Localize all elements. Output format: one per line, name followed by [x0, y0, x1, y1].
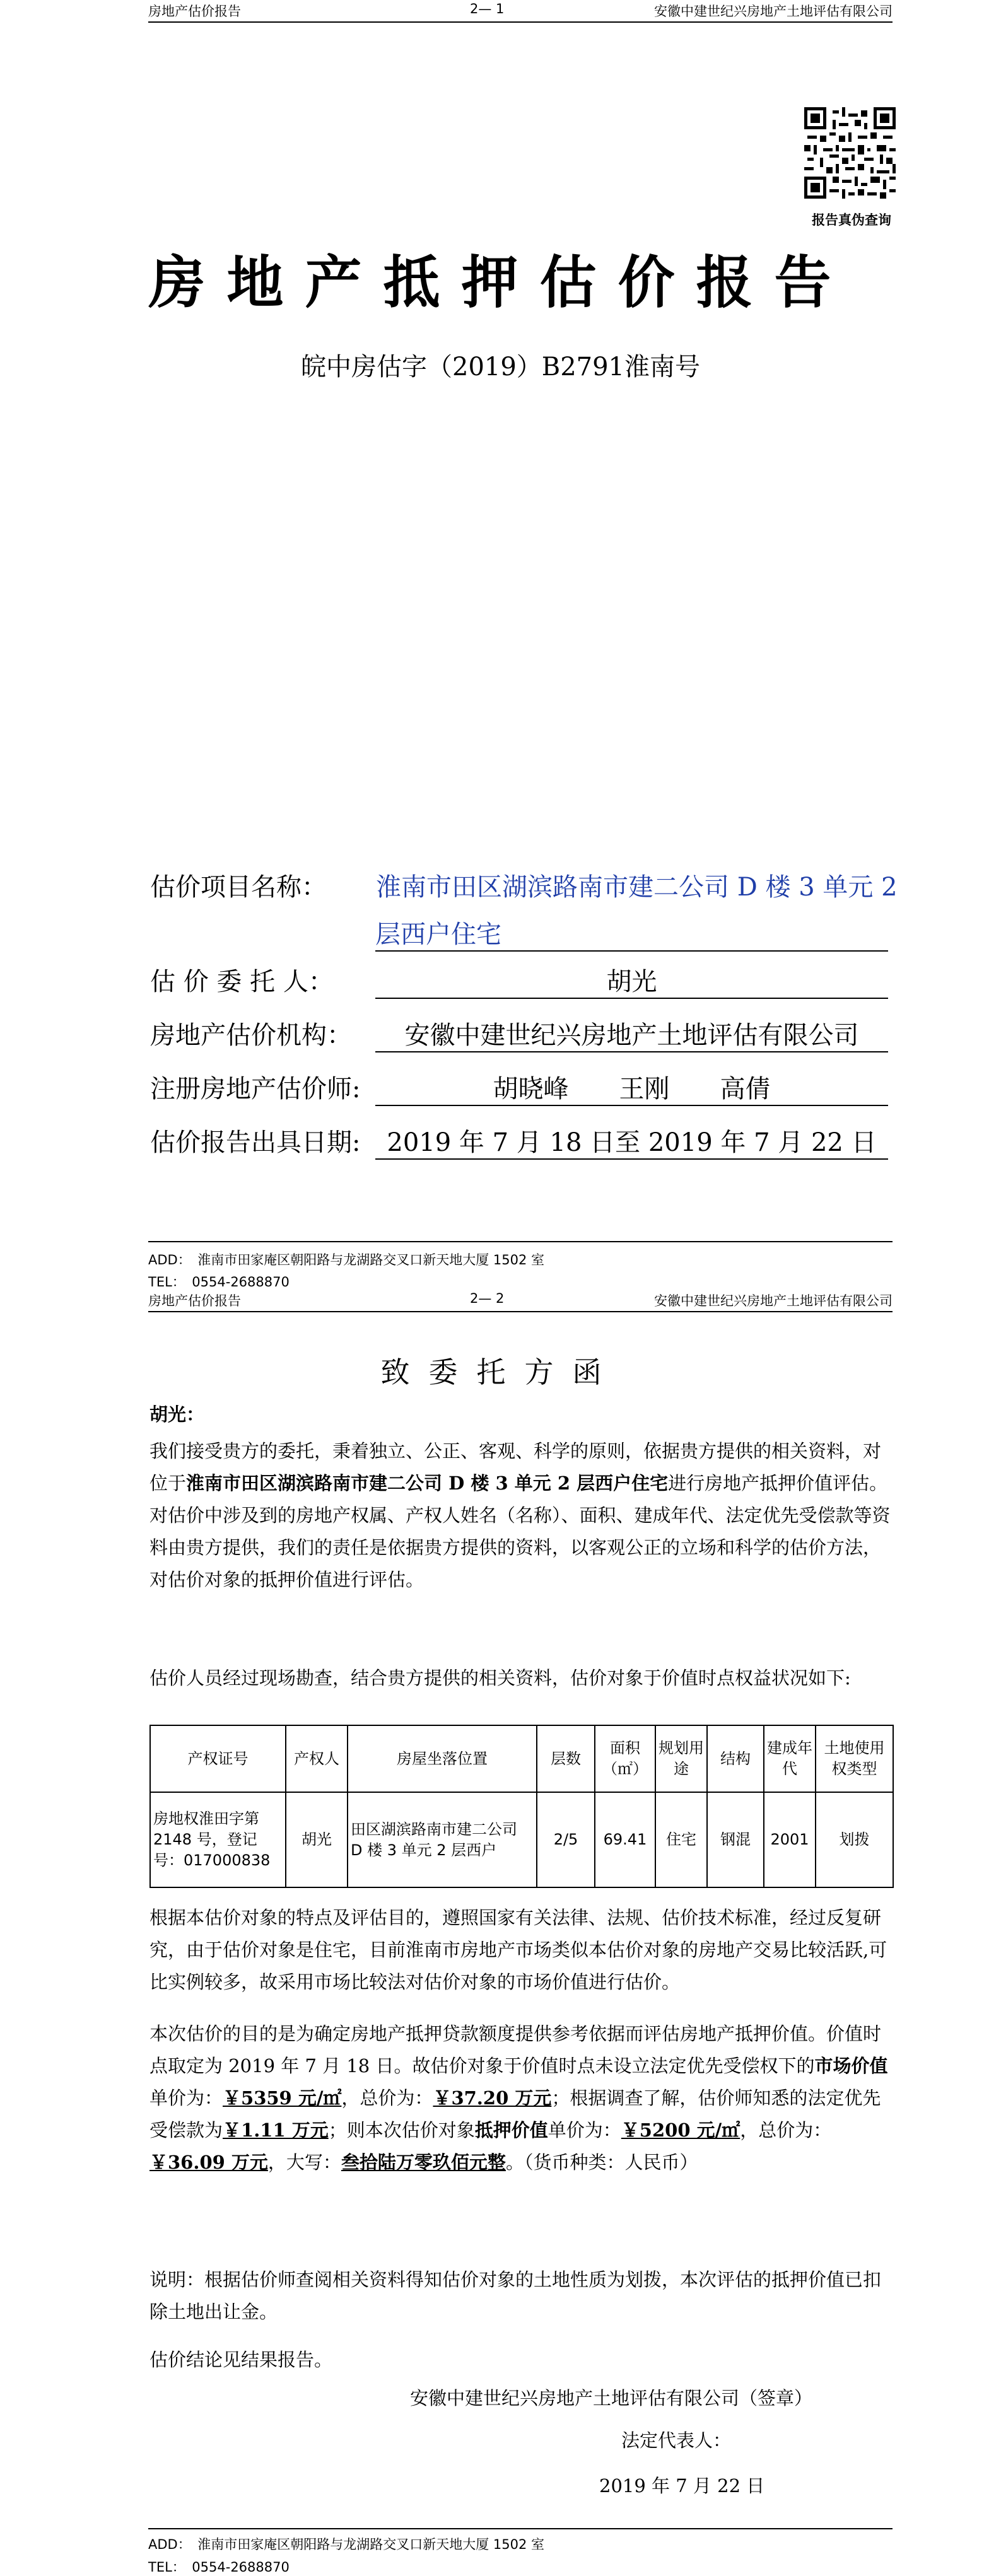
- header-left: 房地产估价报告: [148, 1293, 241, 1308]
- table-cell: 田区湖滨路南市建二公司 D 楼 3 单元 2 层西户: [348, 1792, 537, 1887]
- appraisers-label: 注册房地产估价师:: [150, 1075, 361, 1104]
- p4-text: 单价为：: [547, 2119, 621, 2141]
- header-left: 房地产估价报告: [148, 4, 241, 19]
- signature-company: 安徽中建世纪兴房地产土地评估有限公司（签章）: [410, 2387, 813, 2409]
- p4-text: 本次估价的目的是为确定房地产抵押贷款额度提供参考依据而评估房地产抵押价值。价值时点取定为 2019 年 7 月 18 日。故估价对象于价值时点未设立法定优先受偿权下的: [149, 2023, 882, 2077]
- table-cell: 2001: [764, 1792, 816, 1887]
- p1-text-b: 进行房地产抵押价值评估。对估价中涉及到的房地产权属、产权人姓名（名称）、面积、建成年代、法定优先受偿款等资料由贵方提供，我们的责任是依据贵方提供的资料，以客观公正的立场和科学的估价方法，对估价对象的抵押价值进行评估。: [149, 1472, 891, 1590]
- report-date-label: 估价报告出具日期:: [150, 1128, 361, 1157]
- letter-salutation: [149, 1399, 894, 1431]
- table-cell: 69.41: [595, 1792, 655, 1887]
- p4-text: 。（货币种类：人民币）: [505, 2152, 698, 2173]
- footer-address: ADD： 淮南市田家庵区朝阳路与龙湖路交叉口新天地大厦 1502 室: [148, 2537, 544, 2552]
- table-cell: 划拨: [816, 1792, 893, 1887]
- footer-address: ADD： 淮南市田家庵区朝阳路与龙湖路交叉口新天地大厦 1502 室: [148, 1252, 544, 1268]
- header-right: 安徽中建世纪兴房地产土地评估有限公司: [654, 1293, 893, 1308]
- letter-paragraph-5: 说明：根据估价师查阅相关资料得知估价对象的土地性质为划拨，本次评估的抵押价值已扣除土地出让金。: [149, 2269, 882, 2322]
- client-value: 胡光: [375, 962, 888, 999]
- signature-date: 2019 年 7 月 22 日: [599, 2475, 765, 2497]
- header-page-number: 2— 1: [470, 1, 505, 16]
- p4-text: ，总价为：: [740, 2119, 832, 2141]
- letter-title: 致委托方函: [380, 1355, 621, 1389]
- client-label: 估 价 委 托 人：: [150, 967, 334, 996]
- footer-rule: [148, 1241, 893, 1242]
- page-footer: [148, 1241, 893, 1269]
- market-unit-price: ￥5359 元/㎡: [223, 2087, 342, 2109]
- page-footer-tel-2: [148, 2557, 893, 2576]
- property-table: [149, 1725, 894, 1888]
- table-cell: 2/5: [537, 1792, 595, 1887]
- table-header-cell: 层数: [537, 1725, 595, 1792]
- signature-legal-rep: 法定代表人：: [621, 2430, 732, 2451]
- letter-paragraph-3: 根据本估价对象的特点及评估目的，遵照国家有关法律、法规、估价技术标准，经过反复研究，由于估价对象是住宅，目前淮南市房地产市场类似本估价对象的房地产交易比较活跃,可比实例较多，故采用市场比较法对估价对象的市场价值进行估价。: [149, 1907, 887, 1993]
- header-page-number: 2— 2: [470, 1291, 505, 1306]
- p4-text: 单价为：: [149, 2087, 223, 2109]
- table-cell: 胡光: [286, 1792, 348, 1887]
- letter-paragraph-4: [149, 2018, 894, 2179]
- qr-caption: 报告真伪查询: [812, 213, 891, 228]
- letter-paragraph-1: [149, 1435, 894, 1596]
- p4-text: ，大写：: [267, 2152, 341, 2173]
- priority-claim-amount: ￥1.11 万元: [223, 2119, 329, 2141]
- project-name-label: 估价项目名称：: [150, 873, 327, 902]
- footer-rule: [148, 2528, 893, 2529]
- project-name-row: [150, 867, 907, 905]
- agency-row: [150, 1015, 907, 1053]
- table-header-cell: 建成年代: [764, 1725, 816, 1792]
- letter-paragraph-2: 估价人员经过现场勘查，结合贵方提供的相关资料，估价对象于价值时点权益状况如下:: [149, 1667, 851, 1689]
- report-date-row: [150, 1122, 907, 1160]
- report-date-value: 2019 年 7 月 18 日至 2019 年 7 月 22 日: [375, 1122, 888, 1160]
- running-header-2: [148, 1290, 893, 1312]
- p4-text: ；根据调查了解，估价师知悉的法定优先受偿款为: [149, 2087, 881, 2141]
- salutation-text: 胡光：: [149, 1404, 205, 1425]
- table-row: [150, 1792, 893, 1887]
- report-title: 房地产抵押估价报告: [148, 249, 853, 316]
- mortgage-unit-price: ￥5200 元/㎡: [621, 2119, 741, 2141]
- qr-code-icon[interactable]: [804, 107, 896, 199]
- project-name-value-line1: 淮南市田区湖滨路南市建二公司 D 楼 3 单元 2: [376, 873, 898, 902]
- p4-text: ；则本次估价对象: [328, 2119, 475, 2141]
- agency-value: 安徽中建世纪兴房地产土地评估有限公司: [375, 1015, 888, 1052]
- mortgage-value-label: 抵押价值: [474, 2119, 548, 2141]
- table-cell: 房地权淮田字第 2148 号，登记号：017000838: [150, 1792, 286, 1887]
- footer-tel: TEL： 0554-2688870: [148, 2560, 290, 2575]
- subject-property: 淮南市田区湖滨路南市建二公司 D 楼 3 单元 2 层西户住宅: [186, 1472, 669, 1494]
- table-header-cell: 房屋坐落位置: [348, 1725, 537, 1792]
- header-right: 安徽中建世纪兴房地产土地评估有限公司: [654, 4, 893, 19]
- running-header: [148, 0, 893, 23]
- table-cell: 钢混: [707, 1792, 764, 1887]
- p4-text: ，总价为：: [341, 2087, 433, 2109]
- market-value-label: 市场价值: [814, 2055, 888, 2077]
- page-footer-tel: [148, 1272, 893, 1291]
- mortgage-total-price: ￥36.09 万元: [149, 2152, 268, 2173]
- page-footer-2: [148, 2528, 893, 2553]
- table-header-cell: 规划用途: [655, 1725, 707, 1792]
- project-name-row-2: [150, 914, 907, 952]
- table-cell: 住宅: [655, 1792, 707, 1887]
- agency-label: 房地产估价机构：: [150, 1021, 352, 1050]
- table-header-cell: 结构: [707, 1725, 764, 1792]
- client-row: [150, 962, 907, 1000]
- market-total-price: ￥37.20 万元: [433, 2087, 552, 2109]
- letter-paragraph-6: 估价结论见结果报告。: [149, 2349, 333, 2370]
- appraisers-row: [150, 1069, 907, 1107]
- amount-in-words: 叁拾陆万零玖佰元整: [341, 2152, 506, 2173]
- appraisers-value: 胡晓峰 王刚 高倩: [375, 1069, 888, 1106]
- p1-text-a: 我们接受贵方的委托，秉着独立、公正、客观、科学的原则，依据贵方提供的相关资料，对位于: [149, 1440, 882, 1494]
- project-name-value-line2: 层西户住宅: [375, 914, 888, 952]
- footer-tel: TEL： 0554-2688870: [148, 1274, 290, 1290]
- table-header-cell: 产权人: [286, 1725, 348, 1792]
- table-header-cell: 产权证号: [150, 1725, 286, 1792]
- table-header-cell: 土地使用权类型: [816, 1725, 893, 1792]
- document-number: 皖中房估字（2019）B2791淮南号: [301, 353, 700, 382]
- table-header-row: [150, 1725, 893, 1792]
- table-header-cell: 面积（㎡）: [595, 1725, 655, 1792]
